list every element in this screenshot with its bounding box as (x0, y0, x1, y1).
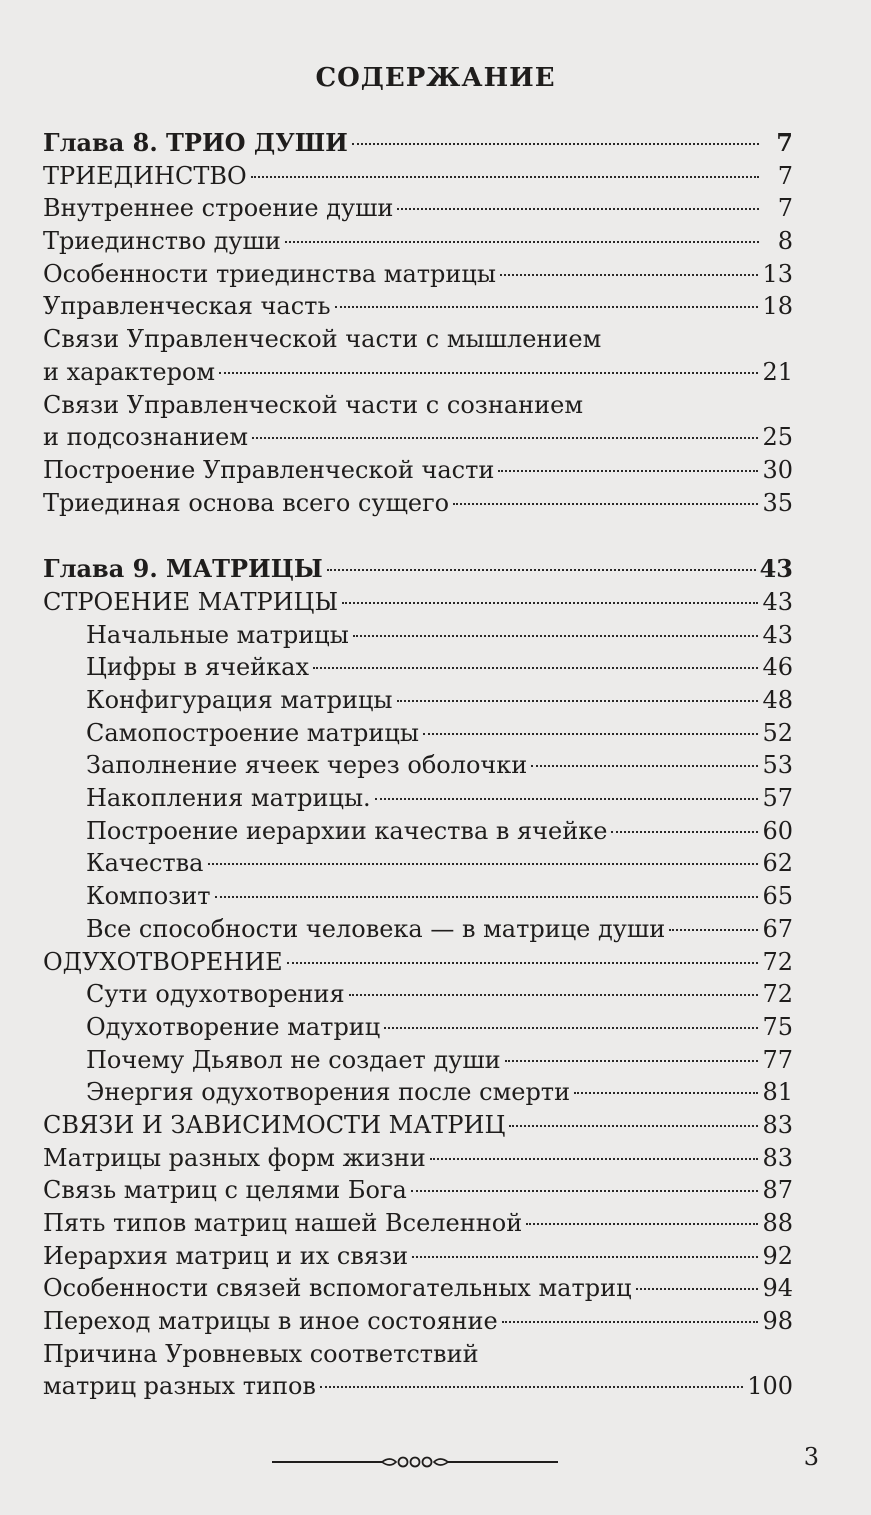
dot-leader (574, 1092, 758, 1094)
toc-entry-label: Построение иерархии качества в ячейке (86, 816, 608, 845)
toc-entry-page: 35 (762, 488, 793, 517)
dot-leader (669, 929, 758, 931)
toc-entry-label: Переход матрицы в иное состояние (43, 1307, 498, 1336)
table-of-contents (43, 127, 793, 1403)
page-number: 3 (803, 1443, 819, 1471)
toc-entry-label: Накопления матрицы. (86, 784, 371, 813)
toc-entry[interactable] (43, 619, 793, 652)
toc-entry-label: Построение Управленческой части (43, 455, 495, 484)
toc-entry-page: 94 (762, 1274, 793, 1303)
dot-leader (502, 1321, 759, 1323)
toc-entry-label: и характером (43, 357, 216, 386)
toc-entry[interactable] (43, 749, 793, 782)
toc-entry-page: 100 (747, 1372, 793, 1401)
dot-leader (509, 1125, 758, 1127)
toc-entry[interactable] (43, 225, 793, 258)
toc-entry[interactable] (43, 160, 793, 193)
section-gap (43, 519, 793, 553)
toc-entry[interactable] (43, 258, 793, 291)
toc-entry[interactable] (43, 1305, 793, 1338)
dot-leader (352, 143, 759, 145)
toc-entry-page: 43 (762, 587, 793, 616)
toc-entry-page: 52 (762, 718, 793, 747)
dot-leader (636, 1288, 759, 1290)
dot-leader (353, 635, 759, 637)
dot-leader (327, 569, 756, 571)
toc-entry[interactable] (43, 586, 793, 619)
toc-entry-label: Цифры в ячейках (86, 653, 309, 682)
toc-entry[interactable] (43, 1338, 793, 1371)
dot-leader (453, 503, 758, 505)
toc-entry[interactable] (43, 1174, 793, 1207)
dot-leader (526, 1223, 758, 1225)
toc-entry-label: Связи Управленческой части с мышлением (43, 325, 602, 354)
toc-entry[interactable] (43, 847, 793, 880)
toc-entry-label: Управленческая часть (43, 292, 331, 321)
toc-entry-page: 53 (762, 751, 793, 780)
toc-entry-page: 87 (762, 1176, 793, 1205)
toc-entry-label: Начальные матрицы (86, 620, 349, 649)
toc-entry-label: Конфигурация матрицы (86, 686, 393, 714)
toc-entry-page: 67 (762, 914, 793, 943)
toc-entry[interactable] (43, 487, 793, 520)
toc-entry[interactable] (43, 978, 793, 1011)
toc-entry-page: 72 (762, 980, 793, 1009)
toc-entry[interactable] (43, 389, 793, 422)
toc-entry-page: 98 (762, 1307, 793, 1336)
toc-entry[interactable] (43, 782, 793, 815)
toc-entry-label: Связь матриц с целями Бога (43, 1176, 407, 1205)
toc-entry-label: Причина Уровневых соответствий (43, 1339, 479, 1368)
toc-entry-label: Энергия одухотворения после смерти (86, 1078, 571, 1107)
toc-entry-label: Иерархия матриц и их связи (43, 1241, 409, 1270)
toc-entry[interactable] (43, 1076, 793, 1109)
toc-entry[interactable] (43, 913, 793, 946)
toc-entry[interactable] (43, 421, 793, 454)
toc-entry-page: 62 (762, 849, 793, 878)
toc-entry-label: матриц разных типов (43, 1372, 316, 1401)
chapter-entry[interactable] (43, 553, 793, 586)
toc-entry-page: 21 (762, 357, 793, 386)
toc-entry-label: Глава 8. ТРИО ДУШИ (43, 128, 348, 157)
toc-entry-page: 72 (762, 947, 793, 976)
dot-leader (397, 700, 759, 702)
toc-entry[interactable] (43, 651, 793, 684)
dot-leader (500, 274, 759, 276)
dot-leader (498, 470, 758, 472)
toc-entry-page: 83 (762, 1110, 793, 1139)
toc-entry-page: 30 (762, 455, 793, 484)
toc-entry-page: 46 (762, 653, 793, 682)
toc-entry-label: Качества (86, 849, 204, 878)
toc-entry-page: 75 (762, 1012, 793, 1041)
toc-entry[interactable] (43, 946, 793, 979)
toc-entry-label: и подсознанием (43, 423, 248, 452)
toc-entry-page: 92 (762, 1241, 793, 1270)
dot-leader (320, 1386, 743, 1388)
dot-leader (412, 1256, 758, 1258)
toc-entry[interactable] (43, 1142, 793, 1175)
dot-leader (411, 1190, 759, 1192)
toc-entry[interactable] (43, 717, 793, 750)
page-title: СОДЕРЖАНИЕ (315, 63, 556, 93)
dot-leader (375, 798, 759, 800)
toc-entry[interactable] (43, 1109, 793, 1142)
toc-entry-page: 7 (776, 128, 793, 157)
toc-entry-label: Одухотворение матриц (86, 1012, 381, 1041)
toc-entry-label: Композит (86, 882, 211, 911)
toc-entry-label: Особенности триединства матрицы (43, 259, 496, 288)
toc-entry[interactable] (43, 1272, 793, 1305)
toc-entry-label: ОДУХОТВОРЕНИЕ (43, 947, 283, 976)
dot-leader (208, 863, 759, 865)
toc-entry-label: Глава 9. МАТРИЦЫ (43, 554, 323, 584)
dot-leader (611, 831, 758, 833)
toc-entry-page: 88 (762, 1209, 793, 1237)
toc-entry-label: Особенности связей вспомогательных матриц (43, 1274, 632, 1303)
toc-entry-label: СТРОЕНИЕ МАТРИЦЫ (43, 587, 339, 616)
toc-entry-label: Сути одухотворения (86, 980, 345, 1009)
toc-entry[interactable] (43, 1370, 793, 1403)
dot-leader (335, 306, 759, 308)
dot-leader (423, 733, 759, 735)
toc-entry[interactable] (43, 290, 793, 323)
dot-leader (349, 994, 759, 996)
toc-entry-label: Пять типов матриц нашей Вселенной (43, 1209, 523, 1237)
toc-entry-label: Самопостроение матрицы (86, 718, 419, 747)
toc-entry-label: СВЯЗИ И ЗАВИСИМОСТИ МАТРИЦ (43, 1110, 506, 1139)
toc-entry-label: Заполнение ячеек через оболочки (86, 751, 528, 780)
dot-leader (384, 1027, 758, 1029)
dot-leader (287, 962, 759, 964)
toc-entry-label: Триединая основа всего сущего (43, 488, 450, 517)
toc-entry[interactable] (43, 323, 793, 356)
toc-entry-page: 8 (777, 227, 793, 256)
toc-entry-label: Внутреннее строение души (43, 194, 394, 223)
toc-entry-page: 25 (762, 423, 793, 452)
toc-entry[interactable] (43, 684, 793, 717)
toc-entry-page: 65 (762, 882, 793, 911)
toc-entry[interactable] (43, 815, 793, 848)
dot-leader (397, 208, 759, 210)
dot-leader (285, 241, 759, 243)
toc-entry-page: 77 (762, 1045, 793, 1074)
toc-entry[interactable] (43, 454, 793, 487)
toc-entry[interactable] (43, 1011, 793, 1044)
toc-entry[interactable] (43, 1044, 793, 1077)
toc-entry-page: 81 (762, 1078, 793, 1107)
toc-entry-page: 7 (777, 161, 793, 190)
dot-leader (313, 667, 758, 669)
toc-entry-page: 13 (762, 259, 793, 288)
toc-entry[interactable] (43, 1240, 793, 1273)
toc-entry-page: 83 (762, 1143, 793, 1172)
dot-leader (219, 372, 758, 374)
dot-leader (252, 437, 758, 439)
toc-entry-page: 7 (777, 194, 793, 223)
chapter-entry[interactable] (43, 127, 793, 160)
toc-entry-page: 43 (762, 620, 793, 649)
toc-entry-label: Связи Управленческой части с сознанием (43, 390, 584, 419)
toc-entry-page: 48 (762, 686, 793, 714)
toc-entry-label: Почему Дьявол не создает души (86, 1045, 501, 1074)
toc-entry-label: Триединство души (43, 227, 281, 256)
toc-entry[interactable] (43, 356, 793, 389)
dot-leader (215, 896, 759, 898)
toc-entry[interactable] (43, 1207, 793, 1240)
toc-entry-page: 57 (762, 784, 793, 813)
toc-entry-label: Все способности человека — в матрице души (86, 914, 666, 943)
dot-leader (531, 765, 758, 767)
toc-entry[interactable] (43, 192, 793, 225)
toc-entry-label: Матрицы разных форм жизни (43, 1143, 426, 1172)
toc-entry-page: 60 (762, 816, 793, 845)
dot-leader (251, 176, 759, 178)
ornamental-divider (272, 1452, 558, 1472)
toc-entry[interactable] (43, 880, 793, 913)
toc-entry-label: ТРИЕДИНСТВО (43, 161, 247, 190)
dot-leader (505, 1060, 759, 1062)
toc-entry-page: 43 (759, 554, 793, 584)
toc-entry-page: 18 (762, 292, 793, 321)
dot-leader (430, 1158, 759, 1160)
dot-leader (342, 602, 758, 604)
